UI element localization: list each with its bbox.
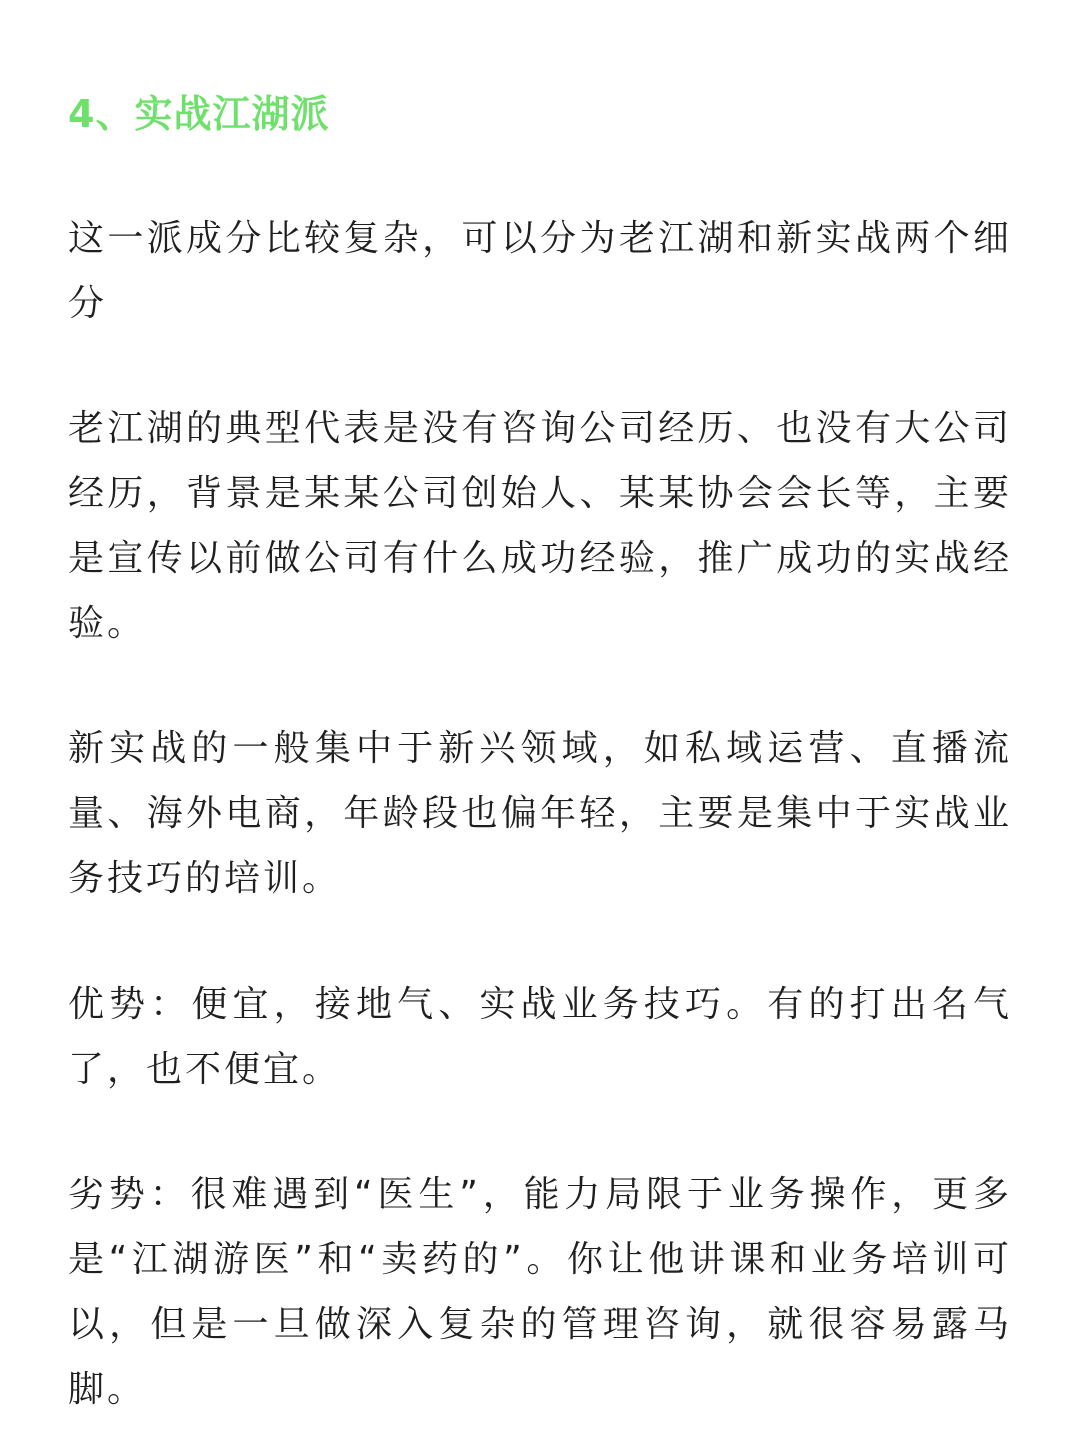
section-heading: 4、实战江湖派	[68, 92, 330, 136]
old-jianghu-paragraph: 老江湖的典型代表是没有咨询公司经历、也没有大公司经历，背景是某某公司创始人、某某协会会长等，主要是宣传以前做公司有什么成功经验，推广成功的实战经验。	[68, 408, 1012, 644]
advantages-paragraph: 优势：便宜，接地气、实战业务技巧。有的打出名气了，也不便宜。	[68, 984, 1012, 1090]
intro-paragraph: 这一派成分比较复杂，可以分为老江湖和新实战两个细分	[68, 218, 1012, 324]
new-practical-paragraph: 新实战的一般集中于新兴领域，如私域运营、直播流量、海外电商，年龄段也偏年轻，主要是集中于实战业务技巧的培训。	[68, 728, 1012, 899]
disadvantages-paragraph: 劣势：很难遇到“医生”，能力局限于业务操作，更多是“江湖游医”和“卖药的”。你让他讲课和业务培训可以，但是一旦做深入复杂的管理咨询，就很容易露马脚。	[68, 1174, 1012, 1410]
